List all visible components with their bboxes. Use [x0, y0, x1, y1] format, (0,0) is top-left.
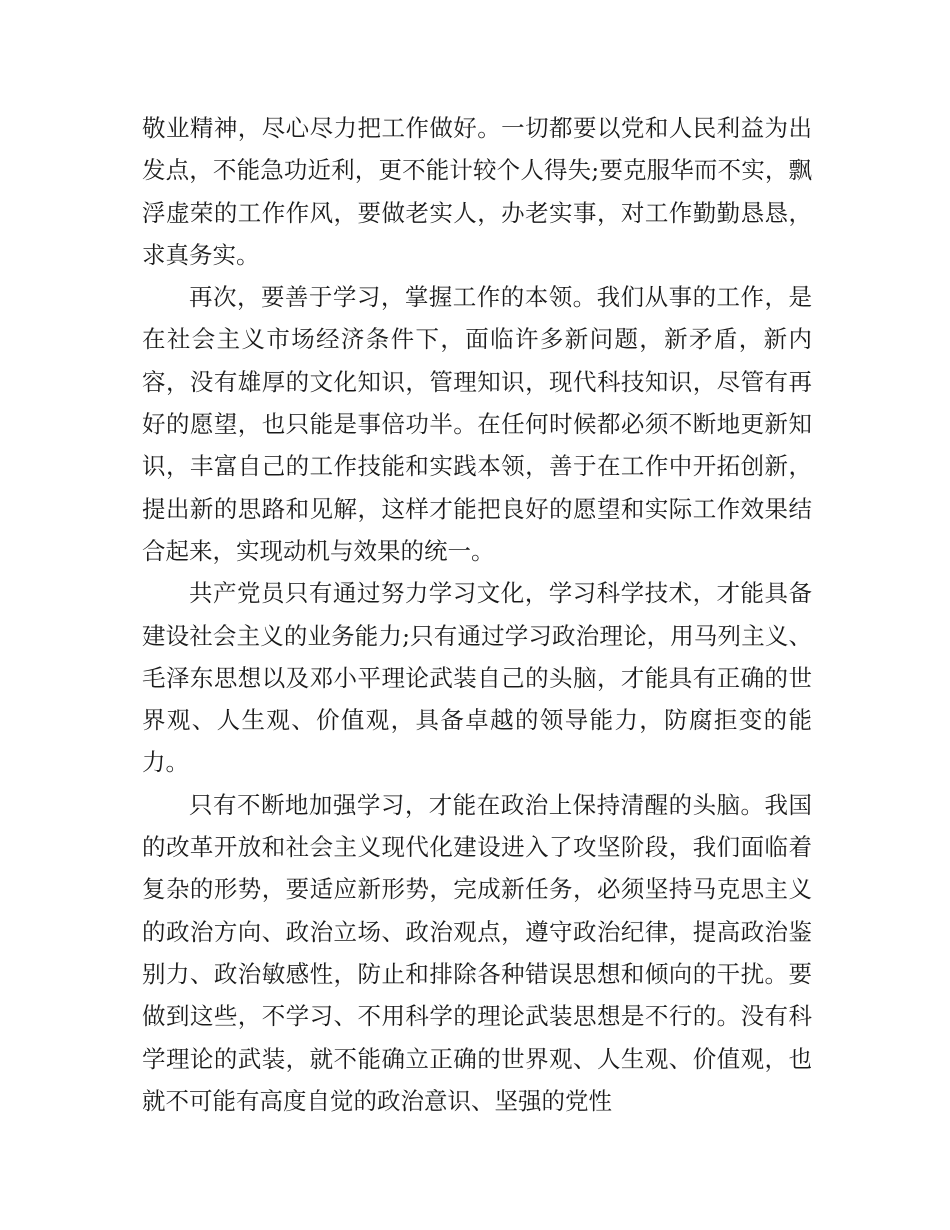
- document-body: [142, 107, 812, 1122]
- paragraph-2: 再次，要善于学习，掌握工作的本领。我们从事的工作，是在社会主义市场经济条件下，面临许多新问题，新矛盾，新内容，没有雄厚的文化知识，管理知识，现代科技知识，尽管有再好的愿望，也只能是事倍功半。在任何时候都必须不断地更新知识，丰富自己的工作技能和实践本领，善于在工作中开拓创新，提出新的思路和见解，这样才能把良好的愿望和实际工作效果结合起来，实现动机与效果的统一。: [142, 283, 812, 565]
- paragraph-1: 敬业精神，尽心尽力把工作做好。一切都要以党和人民利益为出发点，不能急功近利，更不能计较个人得失;要克服华而不实，飘浮虚荣的工作作风，要做老实人，办老实事，对工作勤勤恳恳，求真务实。: [142, 114, 812, 269]
- paragraph-3: 共产党员只有通过努力学习文化，学习科学技术，才能具备建设社会主义的业务能力;只有通过学习政治理论，用马列主义、毛泽东思想以及邓小平理论武装自己的头脑，才能具有正确的世界观、人生观、价值观，具备卓越的领导能力，防腐拒变的能力。: [142, 579, 812, 777]
- paragraph-4: 只有不断地加强学习，才能在政治上保持清醒的头脑。我国的改革开放和社会主义现代化建设进入了攻坚阶段，我们面临着复杂的形势，要适应新形势，完成新任务，必须坚持马克思主义的政治方向、政治立场、政治观点，遵守政治纪律，提高政治鉴别力、政治敏感性，防止和排除各种错误思想和倾向的干扰。要做到这些，不学习、不用科学的理论武装思想是不行的。没有科学理论的武装，就不能确立正确的世界观、人生观、价值观，也就不可能有高度自觉的政治意识、坚强的党性: [142, 790, 812, 1115]
